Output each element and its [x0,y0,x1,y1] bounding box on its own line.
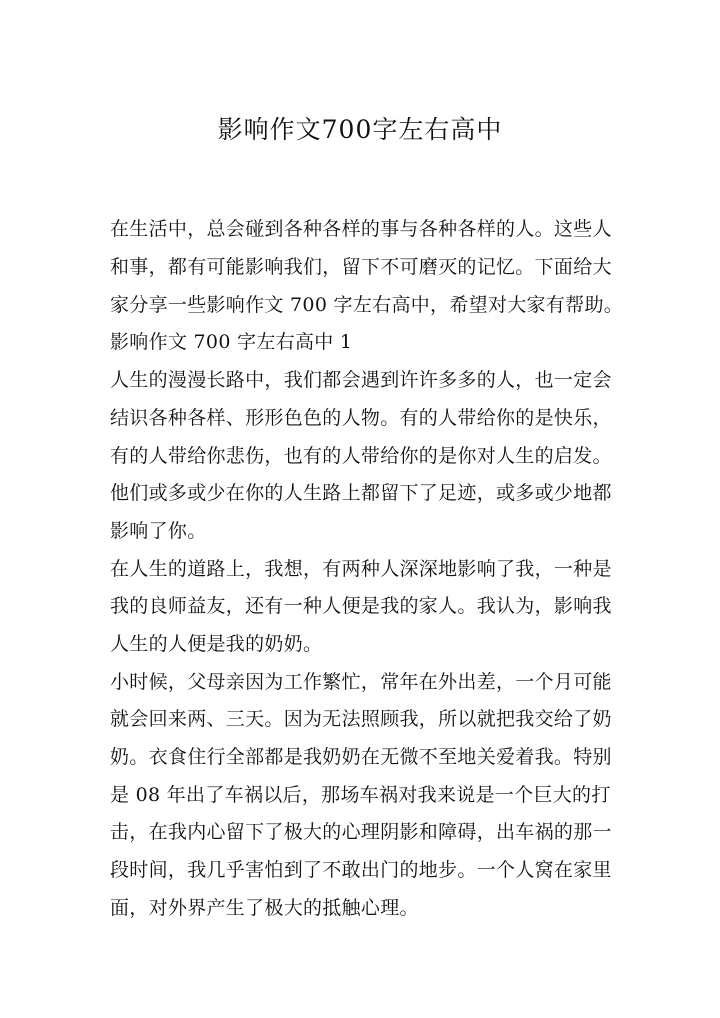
body-line: 面，对外界产生了极大的抵触心理。 [110,897,419,919]
body-line: 在人生的道路上，我想，有两种人深深地影响了我，一种是 [110,558,612,580]
body-line: 和事，都有可能影响我们，留下不可磨灭的记忆。下面给大 [110,256,612,278]
body-line: 奶。衣食住行全部都是我奶奶在无微不至地关爱着我。特别 [110,746,612,768]
body-line: 他们或多或少在你的人生路上都留下了足迹，或多或少地都 [110,482,612,504]
section-heading: 影响作文 700 字左右高中 1 [110,331,353,353]
body-line: 是 08 年出了车祸以后，那场车祸对我来说是一个巨大的打 [110,784,611,806]
body-line: 人生的人便是我的奶奶。 [110,633,323,655]
body-line: 段时间，我几乎害怕到了不敢出门的地步。一个人窝在家里 [110,859,612,881]
document-title: 影响作文700字左右高中 [217,115,503,144]
body-line: 结识各种各样、形形色色的人物。有的人带给你的是快乐， [110,407,612,429]
body-line: 击，在我内心留下了极大的心理阴影和障碍，出车祸的那一 [110,821,612,843]
body-line: 在生活中，总会碰到各种各样的事与各种各样的人。这些人 [110,218,612,240]
body-line: 有的人带给你悲伤，也有的人带给你的是你对人生的启发。 [110,445,612,467]
body-line: 我的良师益友，还有一种人便是我的家人。我认为，影响我 [110,595,612,617]
body-line: 家分享一些影响作文 700 字左右高中，希望对大家有帮助。 [110,294,624,316]
body-line: 影响了你。 [110,520,207,542]
body-line: 小时候，父母亲因为工作繁忙，常年在外出差，一个月可能 [110,671,612,693]
body-line: 就会回来两、三天。因为无法照顾我，所以就把我交给了奶 [110,708,612,730]
body-line: 人生的漫漫长路中，我们都会遇到许许多多的人，也一定会 [110,369,612,391]
